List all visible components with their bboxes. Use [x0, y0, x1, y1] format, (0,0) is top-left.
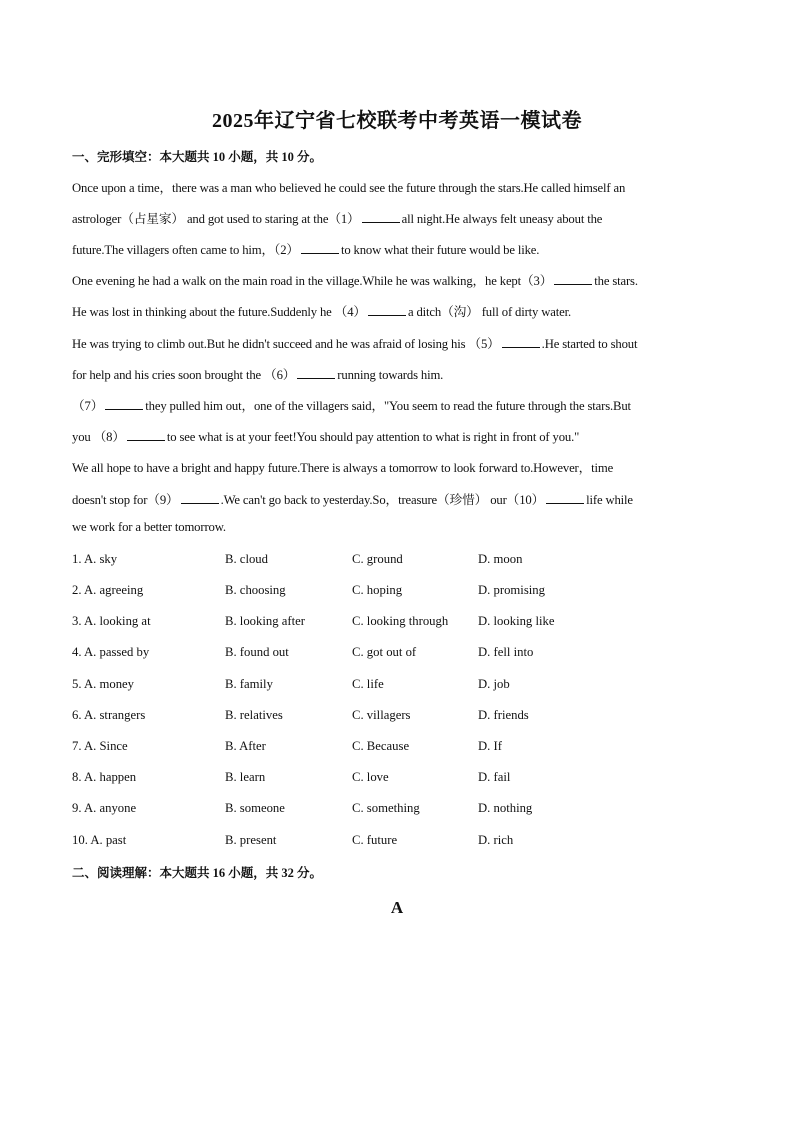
option-b[interactable]: B. found out [225, 645, 289, 659]
section-reading-heading: 二、阅读理解：本大题共 16 小题，共 32 分。 [72, 866, 323, 880]
passage-line: Once upon a time，there was a man who believed he could see the future through the stars.He called himself an [72, 181, 626, 195]
option-row-6 [72, 708, 722, 724]
option-b[interactable]: B. relatives [225, 708, 283, 722]
option-row-4 [72, 645, 722, 661]
answer-blank [181, 493, 219, 504]
option-d[interactable]: D. rich [478, 833, 514, 847]
answer-blank [554, 274, 592, 285]
passage-line: One evening he had a walk on the main road in the village.While he was walking，he kept（3） the stars. [72, 274, 638, 288]
option-a[interactable]: 2. A. agreeing [72, 583, 144, 597]
answer-blank [301, 243, 339, 254]
option-a[interactable]: 7. A. Since [72, 739, 128, 753]
option-row-8 [72, 770, 722, 786]
passage-line: He was lost in thinking about the future.Suddenly he （4） a ditch（沟） full of dirty water. [72, 305, 572, 319]
option-d[interactable]: D. fail [478, 770, 511, 784]
passage-line: for help and his cries soon brought the （6） running towards him. [72, 368, 444, 382]
passage-line: （7） they pulled him out，one of the villagers said，"You seem to read the future through the stars.But [72, 399, 631, 413]
option-c[interactable]: C. love [352, 770, 389, 784]
option-c[interactable]: C. Because [352, 739, 410, 753]
answer-blank [502, 337, 540, 348]
option-a[interactable]: 5. A. money [72, 677, 135, 691]
option-a[interactable]: 3. A. looking at [72, 614, 151, 628]
passage-line: astrologer（占星家） and got used to staring at the（1） all night.He always felt uneasy about the [72, 212, 603, 226]
option-c[interactable]: C. future [352, 833, 398, 847]
option-row-10 [72, 833, 722, 849]
option-a[interactable]: 1. A. sky [72, 552, 118, 566]
option-row-3 [72, 614, 722, 630]
option-c[interactable]: C. life [352, 677, 384, 691]
passage-line: future.The villagers often came to him，（2） to know what their future would be like. [72, 243, 540, 257]
option-a[interactable]: 6. A. strangers [72, 708, 146, 722]
passage-line: He was trying to climb out.But he didn't succeed and he was afraid of losing his （5） .He started to shout [72, 337, 638, 351]
option-a[interactable]: 8. A. happen [72, 770, 137, 784]
passage-line: We all hope to have a bright and happy future.There is always a tomorrow to look forward to.However，time [72, 461, 614, 475]
answer-blank [105, 399, 143, 410]
option-b[interactable]: B. looking after [225, 614, 305, 628]
option-b[interactable]: B. cloud [225, 552, 268, 566]
option-d[interactable]: D. moon [478, 552, 523, 566]
option-b[interactable]: B. choosing [225, 583, 286, 597]
option-c[interactable]: C. villagers [352, 708, 411, 722]
passage-line: doesn't stop for（9） .We can't go back to yesterday.So，treasure（珍惜） our（10） life while [72, 493, 633, 507]
option-row-5 [72, 677, 722, 693]
option-d[interactable]: D. promising [478, 583, 545, 597]
section-cloze-heading: 一、完形填空：本大题共 10 小题，共 10 分。 [72, 150, 323, 164]
option-a[interactable]: 9. A. anyone [72, 801, 137, 815]
answer-blank [368, 305, 406, 316]
page-title: 2025年辽宁省七校联考中考英语一模试卷 [212, 110, 582, 132]
option-c[interactable]: C. something [352, 801, 420, 815]
passage-a-heading: A [390, 898, 404, 917]
answer-blank [297, 368, 335, 379]
option-b[interactable]: B. someone [225, 801, 285, 815]
option-row-9 [72, 801, 722, 817]
option-c[interactable]: C. got out of [352, 645, 417, 659]
option-a[interactable]: 4. A. passed by [72, 645, 150, 659]
option-d[interactable]: D. job [478, 677, 510, 691]
answer-blank [127, 430, 165, 441]
option-b[interactable]: B. After [225, 739, 266, 753]
option-a[interactable]: 10. A. past [72, 833, 127, 847]
passage-line: you （8） to see what is at your feet!You should pay attention to what is right in front of you." [72, 430, 580, 444]
option-d[interactable]: D. If [478, 739, 502, 753]
option-b[interactable]: B. present [225, 833, 277, 847]
option-d[interactable]: D. nothing [478, 801, 533, 815]
option-c[interactable]: C. hoping [352, 583, 403, 597]
option-b[interactable]: B. learn [225, 770, 266, 784]
option-c[interactable]: C. looking through [352, 614, 449, 628]
option-d[interactable]: D. fell into [478, 645, 534, 659]
option-d[interactable]: D. looking like [478, 614, 555, 628]
option-row-2 [72, 583, 722, 599]
answer-blank [362, 212, 400, 223]
passage-line: we work for a better tomorrow. [72, 520, 226, 534]
answer-blank [546, 493, 584, 504]
option-row-7 [72, 739, 722, 755]
option-d[interactable]: D. friends [478, 708, 529, 722]
option-b[interactable]: B. family [225, 677, 273, 691]
option-row-1 [72, 552, 722, 568]
option-c[interactable]: C. ground [352, 552, 403, 566]
